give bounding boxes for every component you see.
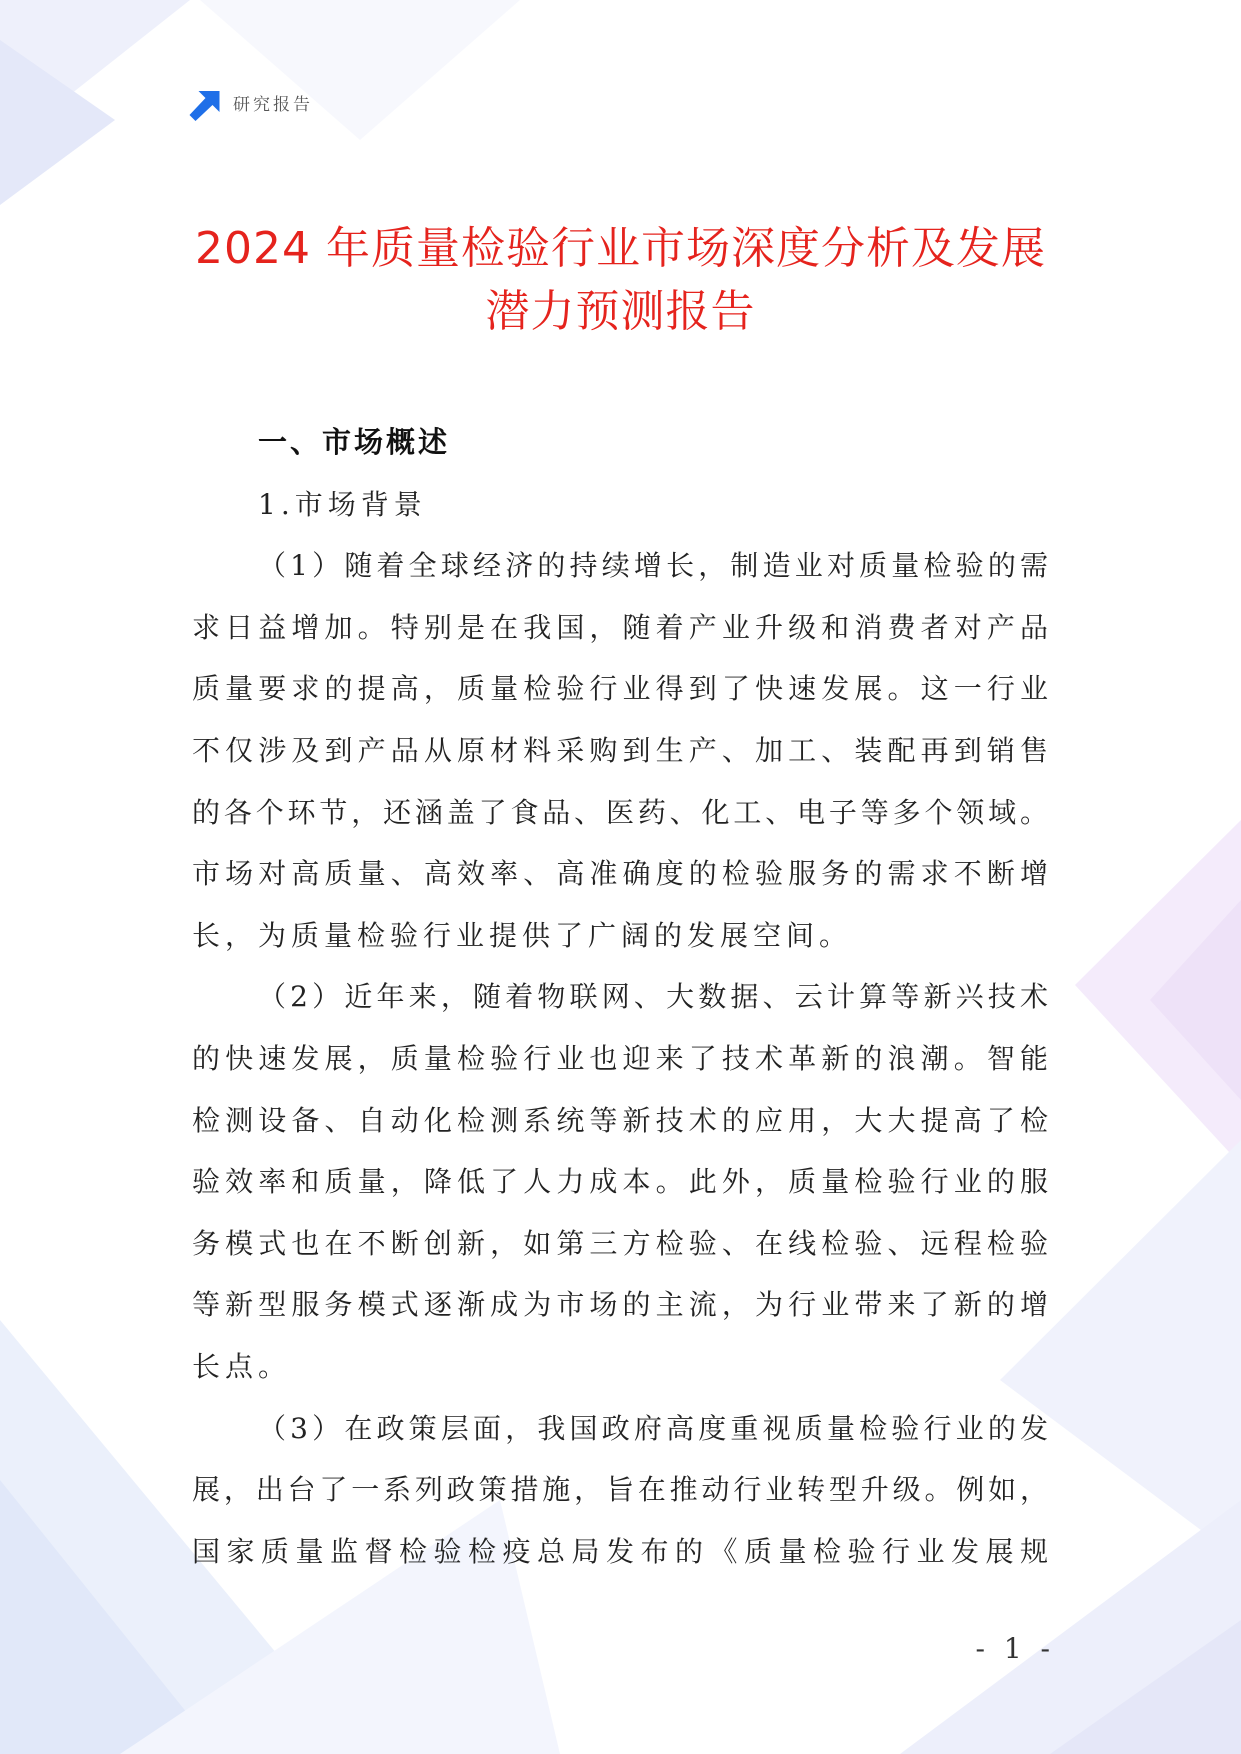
paragraph-line: 长点。 — [192, 1349, 292, 1383]
paragraph-line: 等新型服务模式逐渐成为市场的主流，为行业带来了新的增 — [192, 1288, 1051, 1322]
title-line: 潜力预测报告 — [485, 286, 756, 337]
section-heading: 一、市场概述 — [258, 425, 451, 459]
paragraph-line: 的各个环节，还涵盖了食品、医药、化工、电子等多个领域。 — [192, 795, 1051, 829]
paragraph-line: 务模式也在不断创新，如第三方检验、在线检验、远程检验 — [192, 1226, 1051, 1260]
report-header — [188, 89, 313, 122]
paragraph — [192, 966, 1051, 1397]
section-subheading: 1.市场背景 — [258, 487, 427, 521]
paragraph — [192, 1398, 1051, 1583]
paragraph-line: 的快速发展，质量检验行业也迎来了技术革新的浪潮。智能 — [192, 1041, 1051, 1075]
paragraph-line: （2）近年来，随着物联网、大数据、云计算等新兴技术 — [258, 980, 1051, 1014]
page-number: - 1 - — [975, 1632, 1055, 1665]
paragraph — [192, 535, 1051, 966]
report-title — [120, 217, 1121, 343]
paragraph-line: 市场对高质量、高效率、高准确度的检验服务的需求不断增 — [192, 857, 1051, 891]
report-body — [192, 412, 1051, 1582]
header-label: 研究报告 — [233, 95, 313, 115]
paragraph-line: 展，出台了一系列政策措施，旨在推动行业转型升级。例如， — [192, 1473, 1051, 1507]
paragraph-line: （3）在政策层面，我国政府高度重视质量检验行业的发 — [258, 1411, 1051, 1445]
paragraph-line: （1）随着全球经济的持续增长，制造业对质量检验的需 — [258, 549, 1051, 583]
paragraph-line: 国家质量监督检验检疫总局发布的《质量检验行业发展规 — [192, 1534, 1051, 1568]
title-line: 2024 年质量检验行业市场深度分析及发展 — [195, 223, 1046, 274]
paragraph-line: 不仅涉及到产品从原材料采购到生产、加工、装配再到销售 — [192, 733, 1051, 767]
paragraph-line: 质量要求的提高，质量检验行业得到了快速发展。这一行业 — [192, 672, 1051, 706]
paragraph-line: 检测设备、自动化检测系统等新技术的应用，大大提高了检 — [192, 1103, 1051, 1137]
paragraph-line: 长，为质量检验行业提供了广阔的发展空间。 — [192, 918, 853, 952]
paragraph-line: 验效率和质量，降低了人力成本。此外，质量检验行业的服 — [192, 1165, 1051, 1199]
arrow-up-right-icon — [188, 90, 221, 122]
paragraph-line: 求日益增加。特别是在我国，随着产业升级和消费者对产品 — [192, 610, 1051, 644]
